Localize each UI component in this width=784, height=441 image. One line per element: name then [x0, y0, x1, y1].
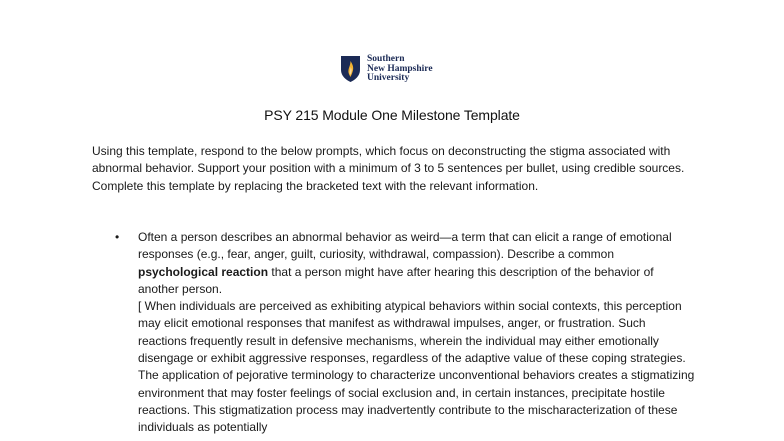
prompt-text-end: that a person might have after hearing this description of the behavior of another person.	[138, 264, 654, 296]
response-text[interactable]: [ When individuals are perceived as exhibiting atypical behaviors within social contexts, this perception may elicit emotional responses that manifest as withdrawal impulses, anger, or frustration. Such reactions frequently result in defensive mechanisms, wherein the individual may either emotionally disengage or exhibit aggressive responses, regardless of the adaptive value of these coping strategies. The application of pejorative terminology to characterize unconventional behaviors creates a stigmatizing environment that may foster feelings of social exclusion and, in certain instances, precipitate hostile reactions. This stigmatization process may inadvertently contribute to the mischaracterization of these individuals as potentially	[138, 299, 695, 435]
logo-line-1: Southern	[367, 54, 405, 64]
university-logo	[340, 55, 433, 84]
logo-line-2: New Hampshire	[367, 63, 433, 74]
bullet-item	[115, 229, 695, 437]
prompt-bold-term: psychological reaction	[138, 264, 269, 279]
intro-paragraph: Using this template, respond to the below prompts, which focus on deconstructing the stigma associated with abnormal behavior. Support your position with a minimum of 3 to 5 sentences per bullet, using credible sources. Complete this template by replacing the bracketed text with the relevant information.	[92, 144, 685, 193]
bullet-symbol: •	[115, 230, 120, 244]
prompt-text-start: Often a person describes an abnormal behavior as weird—a term that can elicit a range of emotional responses (e.g., fear, anger, guilt, curiosity, withdrawal, compassion). Describe a common	[138, 230, 672, 262]
document-title: PSY 215 Module One Milestone Template	[264, 107, 520, 123]
shield-flame-icon	[340, 55, 361, 83]
bullet-content	[138, 229, 695, 437]
logo-line-3: University	[367, 73, 410, 83]
logo-wordmark	[367, 55, 433, 84]
